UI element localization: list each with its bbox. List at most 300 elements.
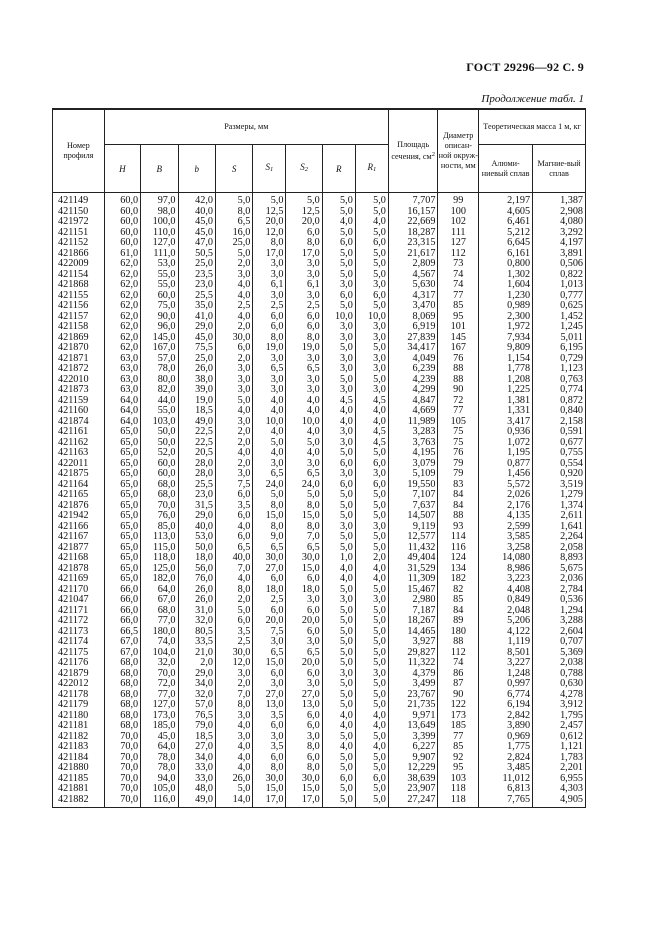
table-cell: 29,0 — [178, 511, 215, 522]
table-cell: 49,0 — [178, 417, 215, 428]
table-cell: 4,197 — [533, 238, 586, 249]
table-cell: 22,669 — [388, 217, 438, 228]
table-cell: 4,0 — [322, 742, 355, 753]
table-cell: 82,0 — [141, 385, 178, 396]
table-cell: 3,288 — [533, 616, 586, 627]
table-cell: 65,0 — [104, 511, 140, 522]
table-cell: 421163 — [53, 448, 105, 459]
table-cell: 5,0 — [322, 270, 355, 281]
table-cell: 5,0 — [355, 543, 388, 554]
table-cell: 10,0 — [286, 417, 322, 428]
table-cell: 27,247 — [388, 795, 438, 808]
table-cell: 66,0 — [104, 616, 140, 627]
table-cell: 63,0 — [104, 385, 140, 396]
table-cell: 2,809 — [388, 259, 438, 270]
table-cell: 5,0 — [355, 616, 388, 627]
table-cell: 4,0 — [286, 448, 322, 459]
table-cell: 6,813 — [479, 784, 533, 795]
table-cell: 114 — [438, 532, 479, 543]
table-cell: 64,0 — [141, 742, 178, 753]
table-cell: 3,0 — [253, 259, 286, 270]
table-cell: 3,0 — [322, 322, 355, 333]
table-cell: 3,927 — [388, 637, 438, 648]
table-cell: 3,890 — [479, 721, 533, 732]
table-cell: 0,997 — [479, 679, 533, 690]
table-cell: 5,0 — [322, 501, 355, 512]
table-cell: 4,0 — [322, 406, 355, 417]
table-cell: 3,0 — [215, 469, 252, 480]
table-cell: 5,0 — [355, 259, 388, 270]
table-cell: 73 — [438, 259, 479, 270]
table-cell: 5,0 — [355, 648, 388, 659]
table-cell: 100,0 — [141, 217, 178, 228]
table-cell: 15,0 — [286, 511, 322, 522]
table-cell: 62,0 — [104, 291, 140, 302]
table-cell: 5,0 — [322, 690, 355, 701]
table-cell: 3,0 — [253, 459, 286, 470]
table-row — [53, 658, 586, 669]
table-row — [53, 616, 586, 627]
table-cell: 65,0 — [104, 532, 140, 543]
table-cell: 2,5 — [253, 595, 286, 606]
table-cell: 421879 — [53, 669, 105, 680]
table-cell: 70,0 — [104, 753, 140, 764]
table-cell: 4,0 — [355, 711, 388, 722]
table-cell: 100 — [438, 207, 479, 218]
table-cell: 6,5 — [253, 364, 286, 375]
table-cell: 75 — [438, 427, 479, 438]
table-cell: 50,0 — [141, 427, 178, 438]
table-cell: 422011 — [53, 459, 105, 470]
table-cell: 3,485 — [479, 763, 533, 774]
table-row — [53, 217, 586, 228]
table-cell: 3,0 — [253, 354, 286, 365]
table-cell: 68,0 — [141, 606, 178, 617]
table-cell: 4,0 — [215, 291, 252, 302]
table-cell: 3,0 — [286, 270, 322, 281]
table-cell: 8,0 — [286, 501, 322, 512]
table-cell: 4,0 — [253, 427, 286, 438]
table-cell: 25,5 — [178, 291, 215, 302]
table-cell: 75,5 — [178, 343, 215, 354]
table-cell: 421165 — [53, 490, 105, 501]
table-cell: 60,0 — [104, 207, 140, 218]
table-cell: 3,0 — [322, 385, 355, 396]
table-cell: 6,5 — [253, 648, 286, 659]
table-cell: 30,0 — [253, 774, 286, 785]
header-S2: $S_2$ — [286, 145, 322, 193]
table-cell: 103,0 — [141, 417, 178, 428]
table-cell: 1,972 — [479, 322, 533, 333]
header-area: Площадь сечения, $см^2$ — [388, 109, 438, 193]
table-cell: 60,0 — [104, 193, 140, 207]
table-cell: 41,0 — [178, 312, 215, 323]
table-cell: 5,0 — [322, 732, 355, 743]
table-cell: 5,0 — [355, 270, 388, 281]
table-cell: 82 — [438, 585, 479, 596]
table-cell: 9,971 — [388, 711, 438, 722]
table-cell: 421161 — [53, 427, 105, 438]
table-cell: 112 — [438, 249, 479, 260]
table-cell: 9,119 — [388, 522, 438, 533]
table-cell: 6,0 — [215, 616, 252, 627]
table-cell: 4,195 — [388, 448, 438, 459]
table-cell: 6,0 — [322, 480, 355, 491]
table-cell: 113,0 — [141, 532, 178, 543]
table-cell: 17,0 — [253, 795, 286, 808]
table-cell: 6,5 — [215, 217, 252, 228]
table-cell: 70,0 — [104, 742, 140, 753]
table-cell: 40,0 — [215, 553, 252, 564]
table-cell: 31,5 — [178, 501, 215, 512]
table-cell: 422010 — [53, 375, 105, 386]
table-cell: 3,0 — [355, 385, 388, 396]
table-cell: 30,0 — [286, 774, 322, 785]
table-cell: 167 — [438, 343, 479, 354]
table-cell: 3,5 — [215, 501, 252, 512]
table-cell: 72 — [438, 396, 479, 407]
table-cell: 66,5 — [104, 627, 140, 638]
table-cell: 6,0 — [355, 238, 388, 249]
table-row — [53, 490, 586, 501]
table-cell: 4,5 — [355, 438, 388, 449]
table-cell: 421176 — [53, 658, 105, 669]
table-cell: 2,201 — [533, 763, 586, 774]
table-cell: 39,0 — [178, 385, 215, 396]
table-row — [53, 763, 586, 774]
table-cell: 6,5 — [215, 543, 252, 554]
table-cell: 5,0 — [355, 637, 388, 648]
table-cell: 2,0 — [215, 427, 252, 438]
table-cell: 4,122 — [479, 627, 533, 638]
table-cell: 421869 — [53, 333, 105, 344]
table-cell: 65,0 — [104, 469, 140, 480]
table-cell: 40,0 — [178, 522, 215, 533]
table-cell: 2,0 — [215, 322, 252, 333]
table-cell: 60,0 — [141, 469, 178, 480]
table-cell: 421870 — [53, 343, 105, 354]
table-cell: 4,0 — [286, 396, 322, 407]
table-cell: 2,158 — [533, 417, 586, 428]
table-cell: 5,0 — [322, 627, 355, 638]
table-cell: 127 — [438, 238, 479, 249]
table-cell: 3,519 — [533, 480, 586, 491]
table-cell: 97,0 — [141, 193, 178, 207]
table-cell: 182 — [438, 574, 479, 585]
table-cell: 1,123 — [533, 364, 586, 375]
table-cell: 422009 — [53, 259, 105, 270]
table-cell: 50,0 — [178, 543, 215, 554]
table-cell: 3,0 — [253, 270, 286, 281]
table-cell: 30,0 — [253, 553, 286, 564]
table-cell: 5,011 — [533, 333, 586, 344]
table-cell: 68,0 — [141, 490, 178, 501]
table-cell: 1,225 — [479, 385, 533, 396]
table-cell: 4,0 — [322, 564, 355, 575]
table-cell: 2,0 — [215, 259, 252, 270]
table-cell: 421162 — [53, 438, 105, 449]
table-cell: 5,0 — [322, 249, 355, 260]
table-cell: 62,0 — [104, 322, 140, 333]
table-cell: 3,0 — [215, 732, 252, 743]
table-cell: 421185 — [53, 774, 105, 785]
table-cell: 185 — [438, 721, 479, 732]
table-cell: 421874 — [53, 417, 105, 428]
table-cell: 8,0 — [253, 238, 286, 249]
table-cell: 65,0 — [104, 543, 140, 554]
table-cell: 33,0 — [178, 774, 215, 785]
table-cell: 6,0 — [286, 322, 322, 333]
table-cell: 6,0 — [286, 574, 322, 585]
table-cell: 4,0 — [355, 417, 388, 428]
table-cell: 2,300 — [479, 312, 533, 323]
table-cell: 3,0 — [286, 259, 322, 270]
table-cell: 85 — [438, 301, 479, 312]
table-cell: 4,0 — [355, 721, 388, 732]
table-cell: 1,795 — [533, 711, 586, 722]
table-cell: 421151 — [53, 228, 105, 239]
table-cell: 8,0 — [215, 207, 252, 218]
table-cell: 127,0 — [141, 238, 178, 249]
table-cell: 6,0 — [286, 711, 322, 722]
table-cell: 12,577 — [388, 532, 438, 543]
table-cell: 63,0 — [104, 375, 140, 386]
table-cell: 6,5 — [253, 469, 286, 480]
table-cell: 3,0 — [322, 333, 355, 344]
table-cell: 30,0 — [286, 553, 322, 564]
table-cell: 4,605 — [479, 207, 533, 218]
table-cell: 6,0 — [286, 721, 322, 732]
table-cell: 12,0 — [253, 228, 286, 239]
table-cell: 421868 — [53, 280, 105, 291]
table-row — [53, 679, 586, 690]
table-cell: 5,0 — [322, 795, 355, 808]
table-cell: 421871 — [53, 354, 105, 365]
table-cell: 5,0 — [355, 585, 388, 596]
table-cell: 18,5 — [178, 732, 215, 743]
table-cell: 421882 — [53, 795, 105, 808]
header-R: R — [322, 145, 355, 193]
table-cell: 3,0 — [322, 595, 355, 606]
table-cell: 90,0 — [141, 312, 178, 323]
table-cell: 2,599 — [479, 522, 533, 533]
table-cell: 9,907 — [388, 753, 438, 764]
table-cell: 8,501 — [479, 648, 533, 659]
table-cell: 3,258 — [479, 543, 533, 554]
table-cell: 4,0 — [215, 742, 252, 753]
table-cell: 22,5 — [178, 427, 215, 438]
table-cell: 15,0 — [253, 511, 286, 522]
table-cell: 8,0 — [253, 333, 286, 344]
table-row — [53, 322, 586, 333]
table-cell: 88 — [438, 637, 479, 648]
table-cell: 4,0 — [215, 763, 252, 774]
table-cell: 421178 — [53, 690, 105, 701]
table-cell: 76,0 — [141, 511, 178, 522]
table-cell: 5,0 — [322, 700, 355, 711]
table-cell: 421872 — [53, 364, 105, 375]
table-cell: 4,379 — [388, 669, 438, 680]
table-cell: 4,905 — [533, 795, 586, 808]
table-cell: 421180 — [53, 711, 105, 722]
table-cell: 6,0 — [322, 291, 355, 302]
table-cell: 5,0 — [355, 753, 388, 764]
table-cell: 0,872 — [533, 396, 586, 407]
table-cell: 1,072 — [479, 438, 533, 449]
table-cell: 50,0 — [141, 438, 178, 449]
table-cell: 6,227 — [388, 742, 438, 753]
table-cell: 5,206 — [479, 616, 533, 627]
table-cell: 48,0 — [178, 784, 215, 795]
table-cell: 3,0 — [355, 669, 388, 680]
table-cell: 3,0 — [215, 669, 252, 680]
table-cell: 55,0 — [141, 270, 178, 281]
table-cell: 6,0 — [253, 606, 286, 617]
table-cell: 3,0 — [286, 679, 322, 690]
table-cell: 15,0 — [286, 784, 322, 795]
table-cell: 17,0 — [286, 795, 322, 808]
table-cell: 9,809 — [479, 343, 533, 354]
table-cell: 421149 — [53, 193, 105, 207]
table-cell: 3,499 — [388, 679, 438, 690]
table-cell: 3,079 — [388, 459, 438, 470]
table-cell: 83 — [438, 480, 479, 491]
table-cell: 62,0 — [104, 343, 140, 354]
table-cell: 15,467 — [388, 585, 438, 596]
table-cell: 180 — [438, 627, 479, 638]
table-cell: 29,0 — [178, 669, 215, 680]
table-row — [53, 784, 586, 795]
table-cell: 5,0 — [322, 343, 355, 354]
table-cell: 8,0 — [215, 700, 252, 711]
header-theoretical-mass: Теоретическая масса 1 м, кг — [479, 109, 586, 145]
table-cell: 2,0 — [355, 553, 388, 564]
table-cell: 5,0 — [286, 438, 322, 449]
table-cell: 23,0 — [178, 280, 215, 291]
table-cell: 72,0 — [141, 679, 178, 690]
table-cell: 18,0 — [178, 553, 215, 564]
table-cell: 1,230 — [479, 291, 533, 302]
table-cell: 5,212 — [479, 228, 533, 239]
table-cell: 110,0 — [141, 228, 178, 239]
table-cell: 8,0 — [286, 522, 322, 533]
table-cell: 421152 — [53, 238, 105, 249]
table-cell: 0,707 — [533, 637, 586, 648]
table-cell: 185,0 — [141, 721, 178, 732]
table-cell: 77,0 — [141, 616, 178, 627]
table-cell: 65,0 — [104, 490, 140, 501]
table-cell: 104,0 — [141, 648, 178, 659]
table-cell: 62,0 — [104, 301, 140, 312]
table-cell: 77 — [438, 732, 479, 743]
table-cell: 63,0 — [104, 354, 140, 365]
table-cell: 4,847 — [388, 396, 438, 407]
table-cell: 0,612 — [533, 732, 586, 743]
table-cell: 16,157 — [388, 207, 438, 218]
table-cell: 5,0 — [215, 193, 252, 207]
table-cell: 62,0 — [104, 259, 140, 270]
table-cell: 6,0 — [355, 480, 388, 491]
table-cell: 90 — [438, 385, 479, 396]
table-cell: 4,669 — [388, 406, 438, 417]
table-continuation-label: Продолжение табл. 1 — [481, 93, 584, 105]
table-cell: 5,0 — [253, 438, 286, 449]
table-cell: 5,0 — [322, 543, 355, 554]
table-cell: 23,315 — [388, 238, 438, 249]
table-cell: 1,456 — [479, 469, 533, 480]
table-cell: 31,529 — [388, 564, 438, 575]
table-cell: 68,0 — [104, 658, 140, 669]
table-cell: 5,0 — [355, 207, 388, 218]
table-cell: 5,0 — [355, 501, 388, 512]
table-cell: 6,955 — [533, 774, 586, 785]
table-cell: 421173 — [53, 627, 105, 638]
table-cell: 2,5 — [286, 301, 322, 312]
table-cell: 5,0 — [355, 606, 388, 617]
table-row — [53, 553, 586, 564]
table-cell: 421172 — [53, 616, 105, 627]
table-cell: 79 — [438, 469, 479, 480]
table-cell: 6,0 — [253, 669, 286, 680]
table-cell: 0,777 — [533, 291, 586, 302]
table-cell: 27,839 — [388, 333, 438, 344]
table-cell: 421873 — [53, 385, 105, 396]
table-cell: 77 — [438, 406, 479, 417]
table-cell: 88 — [438, 364, 479, 375]
table-row — [53, 385, 586, 396]
table-cell: 125,0 — [141, 564, 178, 575]
table-cell: 0,763 — [533, 375, 586, 386]
table-cell: 6,461 — [479, 217, 533, 228]
table-cell: 421184 — [53, 753, 105, 764]
table-cell: 5,0 — [322, 679, 355, 690]
table-cell: 6,1 — [253, 280, 286, 291]
table-cell: 85,0 — [141, 522, 178, 533]
table-cell: 8,0 — [286, 333, 322, 344]
table-cell: 29,0 — [178, 322, 215, 333]
table-cell: 1,331 — [479, 406, 533, 417]
table-cell: 28,0 — [178, 459, 215, 470]
table-cell: 19,0 — [178, 396, 215, 407]
table-cell: 6,0 — [253, 322, 286, 333]
table-cell: 5,0 — [215, 396, 252, 407]
table-cell: 11,989 — [388, 417, 438, 428]
table-cell: 421878 — [53, 564, 105, 575]
profile-table — [52, 108, 586, 808]
table-cell: 3,0 — [215, 385, 252, 396]
table-cell: 8,0 — [286, 763, 322, 774]
table-cell: 26,0 — [178, 595, 215, 606]
table-cell: 4,0 — [322, 417, 355, 428]
table-cell: 5,0 — [355, 679, 388, 690]
table-cell: 65,0 — [104, 574, 140, 585]
table-cell: 3,0 — [322, 522, 355, 533]
table-cell: 3,0 — [322, 469, 355, 480]
table-row — [53, 595, 586, 606]
table-cell: 421164 — [53, 480, 105, 491]
table-cell: 77 — [438, 291, 479, 302]
table-cell: 13,0 — [286, 700, 322, 711]
table-cell: 4,278 — [533, 690, 586, 701]
table-cell: 30,0 — [215, 648, 252, 659]
table-cell: 5,0 — [355, 700, 388, 711]
table-row — [53, 700, 586, 711]
header-b: b — [178, 145, 215, 193]
table-cell: 6,195 — [533, 343, 586, 354]
table-cell: 421047 — [53, 595, 105, 606]
table-cell: 15,0 — [253, 784, 286, 795]
table-cell: 2,026 — [479, 490, 533, 501]
